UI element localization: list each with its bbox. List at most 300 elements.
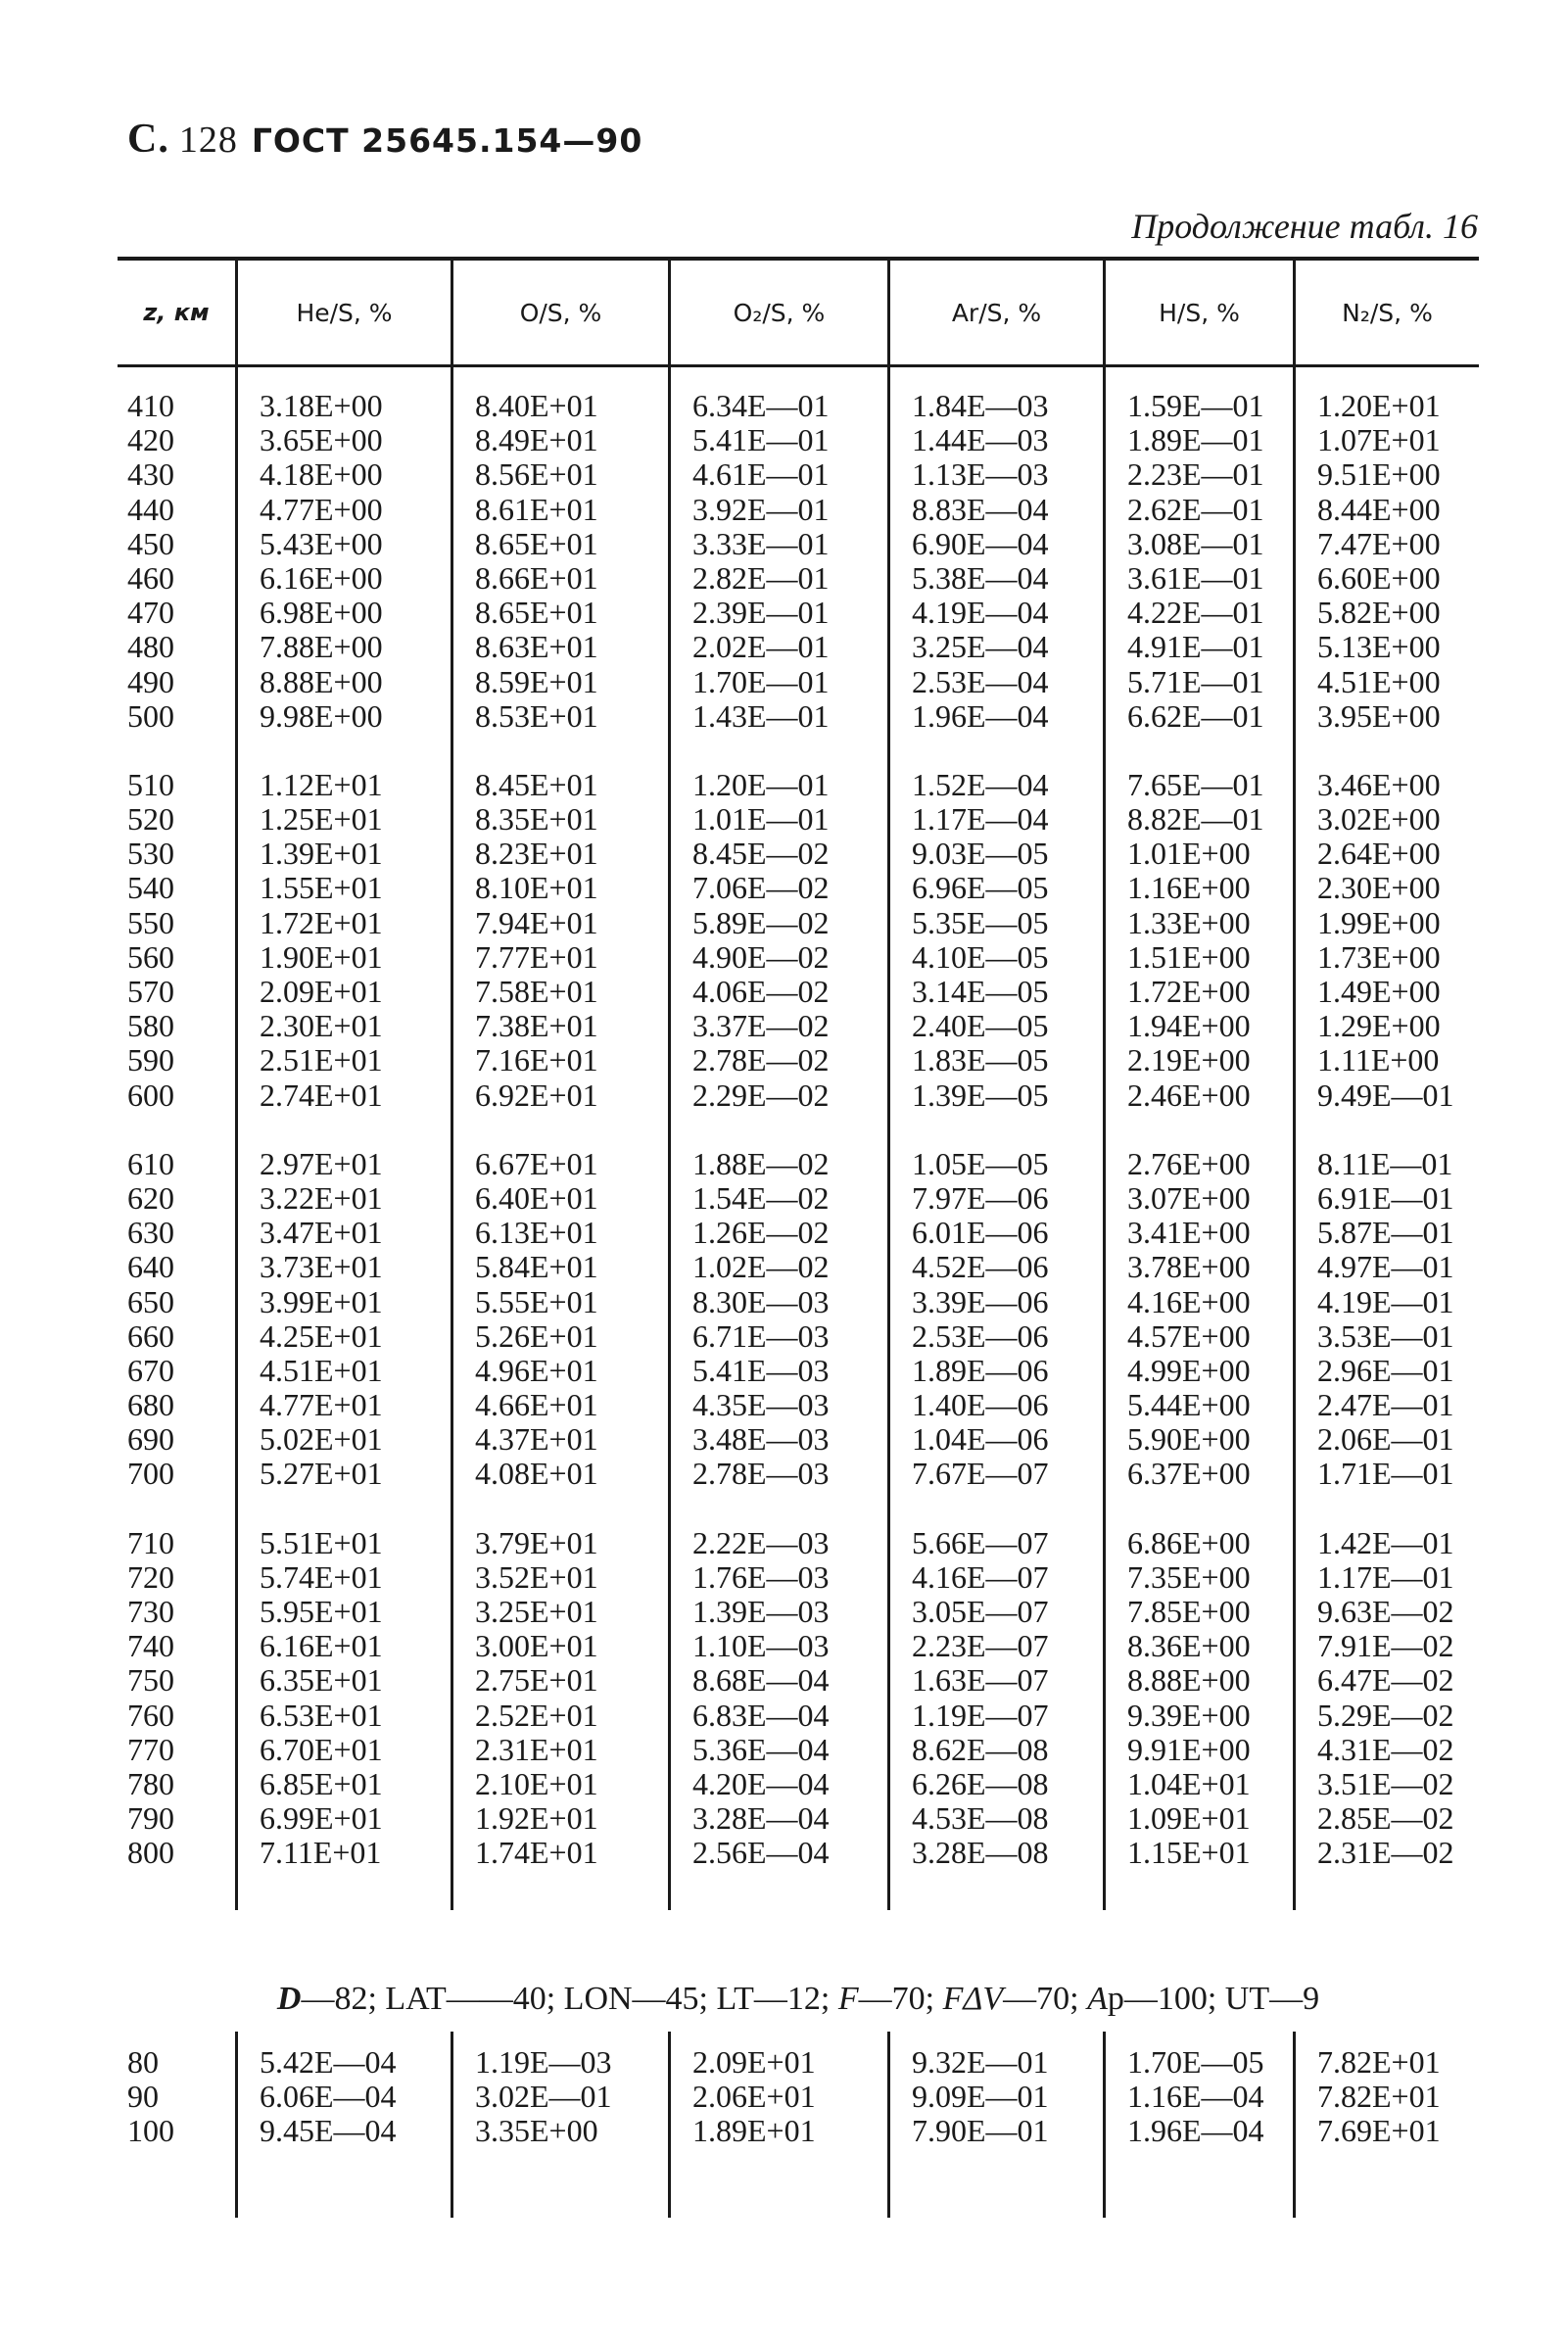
value-cell-o2: 1.76E—03 <box>692 1558 830 1595</box>
param-fav-value: —70; <box>1003 1981 1088 2017</box>
value-cell-n2: 1.11E+00 <box>1317 1042 1440 1078</box>
value-cell-h: 1.16E+00 <box>1127 870 1251 906</box>
param-fav-label: FΔV <box>942 1981 1004 2017</box>
block-spacer <box>671 1113 887 1147</box>
value-cell-he: 9.98E+00 <box>260 697 383 734</box>
value-cell-he: 5.02E+01 <box>260 1421 383 1458</box>
parameter-line <box>118 1981 1479 2018</box>
altitude-cell: 510 <box>127 766 174 802</box>
altitude-cell: 570 <box>127 974 174 1009</box>
value-cell-o: 8.49E+01 <box>475 422 598 458</box>
value-cell-o: 8.23E+01 <box>475 836 598 872</box>
page-number: 128 <box>178 120 238 161</box>
value-cell-h: 4.16E+00 <box>1127 1283 1251 1319</box>
value-cell-ar: 7.67E—07 <box>912 1456 1049 1492</box>
value-cell-o2: 3.92E—01 <box>692 491 830 527</box>
value-cell-n2: 3.51E—02 <box>1317 1765 1454 1801</box>
value-cell-n2: 1.07E+01 <box>1317 422 1441 458</box>
value-cell-n2: 1.99E+00 <box>1317 904 1441 940</box>
value-cell-o: 3.79E+01 <box>475 1524 598 1560</box>
value-cell-h: 4.22E—01 <box>1127 595 1264 631</box>
altitude-cell: 600 <box>127 1077 174 1113</box>
value-cell-n2: 5.82E+00 <box>1317 595 1441 631</box>
value-cell-ar: 3.25E—04 <box>912 629 1049 665</box>
value-cell-o2: 1.89E+01 <box>692 2113 816 2149</box>
value-cell-he: 2.51E+01 <box>260 1042 383 1078</box>
value-cell-o2: 3.28E—04 <box>692 1800 830 1837</box>
value-cell-n2: 9.49E—01 <box>1317 1077 1454 1113</box>
block-spacer <box>453 1113 668 1147</box>
value-cell-n2: 5.29E—02 <box>1317 1697 1454 1733</box>
value-cell-o: 8.35E+01 <box>475 801 598 838</box>
value-cell-o: 2.52E+01 <box>475 1697 598 1733</box>
value-cell-he: 9.45E—04 <box>260 2113 397 2149</box>
value-cell-o2: 1.43E—01 <box>692 697 830 734</box>
value-cell-o2: 3.33E—01 <box>692 525 830 561</box>
table-column-he <box>235 367 451 1910</box>
block-spacer <box>1106 734 1293 768</box>
value-cell-o: 1.19E—03 <box>475 2044 612 2080</box>
value-cell-h: 2.19E+00 <box>1127 1042 1251 1078</box>
value-cell-h: 1.89E—01 <box>1127 422 1264 458</box>
value-cell-he: 2.30E+01 <box>260 1008 383 1044</box>
value-cell-h: 8.82E—01 <box>1127 801 1264 838</box>
value-cell-o2: 2.29E—02 <box>692 1077 830 1113</box>
value-cell-o2: 5.36E—04 <box>692 1731 830 1767</box>
value-cell-n2: 8.44E+00 <box>1317 491 1441 527</box>
value-cell-ar: 9.03E—05 <box>912 836 1049 872</box>
value-cell-h: 6.62E—01 <box>1127 697 1264 734</box>
value-cell-he: 5.42E—04 <box>260 2044 397 2080</box>
value-cell-o: 2.10E+01 <box>475 1765 598 1801</box>
value-cell-o: 8.65E+01 <box>475 525 598 561</box>
value-cell-n2: 3.53E—01 <box>1317 1317 1454 1354</box>
altitude-cell: 490 <box>127 663 174 699</box>
value-cell-o: 7.77E+01 <box>475 938 598 975</box>
value-cell-o2: 1.88E—02 <box>692 1145 830 1181</box>
value-cell-ar: 2.40E—05 <box>912 1008 1049 1044</box>
sub-table-column-he <box>235 2032 451 2218</box>
altitude-cell: 640 <box>127 1249 174 1285</box>
value-cell-o: 8.59E+01 <box>475 663 598 699</box>
value-cell-n2: 7.47E+00 <box>1317 525 1441 561</box>
value-cell-o: 3.00E+01 <box>475 1628 598 1664</box>
value-cell-o: 6.67E+01 <box>475 1145 598 1181</box>
value-cell-o: 8.45E+01 <box>475 766 598 802</box>
column-header-o: O/S, % <box>451 261 668 364</box>
value-cell-o: 6.92E+01 <box>475 1077 598 1113</box>
value-cell-o2: 2.82E—01 <box>692 559 830 596</box>
value-cell-n2: 7.91E—02 <box>1317 1628 1454 1664</box>
block-spacer <box>1106 1492 1293 1526</box>
value-cell-he: 1.90E+01 <box>260 938 383 975</box>
altitude-cell: 480 <box>127 629 174 665</box>
value-cell-h: 1.70E—05 <box>1127 2044 1264 2080</box>
value-cell-ar: 9.32E—01 <box>912 2044 1049 2080</box>
value-cell-o2: 1.39E—03 <box>692 1594 830 1629</box>
altitude-cell: 430 <box>127 456 174 493</box>
value-cell-o2: 6.34E—01 <box>692 388 830 423</box>
value-cell-h: 3.78E+00 <box>1127 1249 1251 1285</box>
value-cell-o: 7.16E+01 <box>475 1042 598 1078</box>
altitude-cell: 740 <box>127 1628 174 1664</box>
value-cell-he: 6.70E+01 <box>260 1731 383 1767</box>
value-cell-o2: 2.02E—01 <box>692 629 830 665</box>
block-spacer <box>118 1492 235 1526</box>
page-prefix: С. <box>127 117 169 162</box>
value-cell-o2: 1.26E—02 <box>692 1215 830 1251</box>
value-cell-o2: 2.78E—03 <box>692 1456 830 1492</box>
param-lt: LT—12; <box>716 1981 838 2017</box>
value-cell-h: 6.37E+00 <box>1127 1456 1251 1492</box>
block-spacer <box>453 734 668 768</box>
value-cell-ar: 9.09E—01 <box>912 2079 1049 2115</box>
value-cell-ar: 1.40E—06 <box>912 1387 1049 1423</box>
altitude-cell: 770 <box>127 1731 174 1767</box>
value-cell-n2: 1.20E+01 <box>1317 388 1441 423</box>
param-f-value: —70; <box>858 1981 943 2017</box>
value-cell-he: 8.88E+00 <box>260 663 383 699</box>
value-cell-ar: 6.96E—05 <box>912 870 1049 906</box>
value-cell-he: 3.18E+00 <box>260 388 383 423</box>
value-cell-o: 7.38E+01 <box>475 1008 598 1044</box>
value-cell-n2: 2.30E+00 <box>1317 870 1441 906</box>
value-cell-h: 9.39E+00 <box>1127 1697 1251 1733</box>
block-spacer <box>118 734 235 768</box>
value-cell-n2: 5.87E—01 <box>1317 1215 1454 1251</box>
column-header-h: H/S, % <box>1103 261 1293 364</box>
value-cell-n2: 2.31E—02 <box>1317 1835 1454 1871</box>
value-cell-ar: 6.01E—06 <box>912 1215 1049 1251</box>
value-cell-h: 2.76E+00 <box>1127 1145 1251 1181</box>
value-cell-o2: 4.20E—04 <box>692 1765 830 1801</box>
value-cell-n2: 5.13E+00 <box>1317 629 1441 665</box>
sub-table-column-o2 <box>668 2032 887 2218</box>
altitude-cell: 420 <box>127 422 174 458</box>
value-cell-n2: 1.29E+00 <box>1317 1008 1441 1044</box>
block-spacer <box>671 734 887 768</box>
table-column-n2 <box>1293 367 1479 1910</box>
block-spacer <box>1296 1113 1479 1147</box>
value-cell-o2: 2.22E—03 <box>692 1524 830 1560</box>
value-cell-he: 1.39E+01 <box>260 836 383 872</box>
value-cell-he: 3.99E+01 <box>260 1283 383 1319</box>
value-cell-ar: 1.44E—03 <box>912 422 1049 458</box>
value-cell-o2: 5.41E—03 <box>692 1352 830 1388</box>
value-cell-h: 8.88E+00 <box>1127 1662 1251 1699</box>
column-header-altitude: z, км <box>143 299 210 326</box>
value-cell-he: 6.99E+01 <box>260 1800 383 1837</box>
value-cell-o: 8.61E+01 <box>475 491 598 527</box>
value-cell-he: 6.06E—04 <box>260 2079 397 2115</box>
table-column-o <box>451 367 668 1910</box>
altitude-cell: 790 <box>127 1800 174 1837</box>
value-cell-o2: 8.45E—02 <box>692 836 830 872</box>
column-header-o2: O₂/S, % <box>668 261 887 364</box>
value-cell-he: 6.85E+01 <box>260 1765 383 1801</box>
altitude-cell: 530 <box>127 836 174 872</box>
altitude-cell: 100 <box>127 2113 174 2149</box>
value-cell-o: 5.55E+01 <box>475 1283 598 1319</box>
value-cell-o2: 1.70E—01 <box>692 663 830 699</box>
value-cell-h: 1.33E+00 <box>1127 904 1251 940</box>
value-cell-he: 7.11E+01 <box>260 1835 382 1871</box>
param-lat: LAT——40; <box>385 1981 564 2017</box>
value-cell-ar: 5.35E—05 <box>912 904 1049 940</box>
altitude-cell: 710 <box>127 1524 174 1560</box>
value-cell-h: 1.59E—01 <box>1127 388 1264 423</box>
sub-table-column-altitude <box>118 2032 235 2218</box>
altitude-cell: 620 <box>127 1179 174 1216</box>
value-cell-o2: 1.20E—01 <box>692 766 830 802</box>
value-cell-n2: 6.60E+00 <box>1317 559 1441 596</box>
altitude-cell: 630 <box>127 1215 174 1251</box>
value-cell-ar: 5.66E—07 <box>912 1524 1049 1560</box>
column-header-he: He/S, % <box>235 261 451 364</box>
value-cell-ar: 3.14E—05 <box>912 974 1049 1009</box>
table-column-h <box>1103 367 1293 1910</box>
altitude-cell: 720 <box>127 1558 174 1595</box>
param-f-label: F <box>837 1981 859 2017</box>
block-spacer <box>890 1492 1103 1526</box>
value-cell-n2: 2.47E—01 <box>1317 1387 1454 1423</box>
value-cell-he: 6.98E+00 <box>260 595 383 631</box>
value-cell-ar: 7.90E—01 <box>912 2113 1049 2149</box>
value-cell-h: 1.51E+00 <box>1127 938 1251 975</box>
value-cell-o: 8.56E+01 <box>475 456 598 493</box>
altitude-cell: 590 <box>127 1042 174 1078</box>
value-cell-ar: 2.53E—04 <box>912 663 1049 699</box>
value-cell-n2: 3.46E+00 <box>1317 766 1441 802</box>
value-cell-h: 1.16E—04 <box>1127 2079 1264 2115</box>
value-cell-he: 4.77E+01 <box>260 1387 383 1423</box>
value-cell-he: 6.16E+01 <box>260 1628 383 1664</box>
altitude-cell: 690 <box>127 1421 174 1458</box>
value-cell-h: 1.96E—04 <box>1127 2113 1264 2149</box>
value-cell-ar: 8.62E—08 <box>912 1731 1049 1767</box>
value-cell-n2: 1.71E—01 <box>1317 1456 1454 1492</box>
value-cell-o: 8.53E+01 <box>475 697 598 734</box>
value-cell-o2: 4.90E—02 <box>692 938 830 975</box>
value-cell-h: 3.61E—01 <box>1127 559 1264 596</box>
table-column-o2 <box>668 367 887 1910</box>
altitude-cell: 560 <box>127 938 174 975</box>
value-cell-o2: 2.09E+01 <box>692 2044 816 2080</box>
value-cell-h: 2.62E—01 <box>1127 491 1264 527</box>
altitude-cell: 540 <box>127 870 174 906</box>
value-cell-ar: 2.53E—06 <box>912 1317 1049 1354</box>
value-cell-o: 8.10E+01 <box>475 870 598 906</box>
value-cell-o2: 4.61E—01 <box>692 456 830 493</box>
sub-table <box>118 2032 1479 2218</box>
value-cell-ar: 4.19E—04 <box>912 595 1049 631</box>
param-ap-label: A <box>1087 1981 1108 2017</box>
altitude-cell: 450 <box>127 525 174 561</box>
value-cell-h: 1.94E+00 <box>1127 1008 1251 1044</box>
value-cell-n2: 3.02E+00 <box>1317 801 1441 838</box>
value-cell-ar: 1.13E—03 <box>912 456 1049 493</box>
altitude-cell: 780 <box>127 1765 174 1801</box>
value-cell-ar: 1.39E—05 <box>912 1077 1049 1113</box>
value-cell-o2: 1.02E—02 <box>692 1249 830 1285</box>
block-spacer <box>890 734 1103 768</box>
value-cell-he: 2.09E+01 <box>260 974 383 1009</box>
value-cell-n2: 2.64E+00 <box>1317 836 1441 872</box>
value-cell-n2: 2.96E—01 <box>1317 1352 1454 1388</box>
continuation-note: Продолжение табл. 16 <box>1131 207 1478 246</box>
value-cell-he: 4.77E+00 <box>260 491 383 527</box>
param-ut: UT—9 <box>1224 1981 1320 2017</box>
altitude-cell: 500 <box>127 697 174 734</box>
value-cell-h: 1.09E+01 <box>1127 1800 1251 1837</box>
value-cell-h: 4.57E+00 <box>1127 1317 1251 1354</box>
value-cell-ar: 7.97E—06 <box>912 1179 1049 1216</box>
value-cell-ar: 1.84E—03 <box>912 388 1049 423</box>
value-cell-o2: 2.78E—02 <box>692 1042 830 1078</box>
value-cell-n2: 1.49E+00 <box>1317 974 1441 1009</box>
block-spacer <box>1296 1492 1479 1526</box>
value-cell-n2: 6.47E—02 <box>1317 1662 1454 1699</box>
column-header-ar: Ar/S, % <box>887 261 1103 364</box>
value-cell-h: 2.46E+00 <box>1127 1077 1251 1113</box>
block-spacer <box>671 1492 887 1526</box>
value-cell-n2: 2.85E—02 <box>1317 1800 1454 1837</box>
value-cell-h: 1.04E+01 <box>1127 1765 1251 1801</box>
value-cell-h: 7.65E—01 <box>1127 766 1264 802</box>
altitude-cell: 580 <box>127 1008 174 1044</box>
value-cell-h: 7.85E+00 <box>1127 1594 1251 1629</box>
standard-designation: ГОСТ 25645.154—90 <box>251 121 643 160</box>
block-spacer <box>238 1113 451 1147</box>
value-cell-n2: 4.97E—01 <box>1317 1249 1454 1285</box>
param-d-value: —82; <box>301 1981 386 2017</box>
value-cell-ar: 2.23E—07 <box>912 1628 1049 1664</box>
value-cell-he: 4.51E+01 <box>260 1352 383 1388</box>
value-cell-n2: 9.63E—02 <box>1317 1594 1454 1629</box>
value-cell-o2: 8.68E—04 <box>692 1662 830 1699</box>
value-cell-he: 3.47E+01 <box>260 1215 383 1251</box>
value-cell-h: 1.72E+00 <box>1127 974 1251 1009</box>
param-lon: LON—45; <box>563 1981 717 2017</box>
value-cell-h: 4.91E—01 <box>1127 629 1264 665</box>
table-column-altitude <box>118 367 235 1910</box>
value-cell-o2: 3.48E—03 <box>692 1421 830 1458</box>
sub-table-column-ar <box>887 2032 1103 2218</box>
altitude-cell: 670 <box>127 1352 174 1388</box>
value-cell-o: 3.35E+00 <box>475 2113 598 2149</box>
value-cell-n2: 3.95E+00 <box>1317 697 1441 734</box>
value-cell-ar: 1.89E—06 <box>912 1352 1049 1388</box>
value-cell-o2: 2.56E—04 <box>692 1835 830 1871</box>
value-cell-o2: 2.39E—01 <box>692 595 830 631</box>
block-spacer <box>238 734 451 768</box>
value-cell-h: 5.90E+00 <box>1127 1421 1251 1458</box>
value-cell-he: 1.55E+01 <box>260 870 383 906</box>
value-cell-he: 5.74E+01 <box>260 1558 383 1595</box>
value-cell-o2: 2.06E+01 <box>692 2079 816 2115</box>
altitude-cell: 680 <box>127 1387 174 1423</box>
altitude-cell: 660 <box>127 1317 174 1354</box>
value-cell-o2: 8.30E—03 <box>692 1283 830 1319</box>
value-cell-o2: 1.10E—03 <box>692 1628 830 1664</box>
value-cell-he: 5.43E+00 <box>260 525 383 561</box>
value-cell-o: 3.25E+01 <box>475 1594 598 1629</box>
value-cell-o: 3.02E—01 <box>475 2079 612 2115</box>
value-cell-o: 1.74E+01 <box>475 1835 598 1871</box>
value-cell-o: 8.65E+01 <box>475 595 598 631</box>
value-cell-o: 4.08E+01 <box>475 1456 598 1492</box>
altitude-cell: 650 <box>127 1283 174 1319</box>
value-cell-h: 3.07E+00 <box>1127 1179 1251 1216</box>
value-cell-h: 3.08E—01 <box>1127 525 1264 561</box>
value-cell-he: 2.97E+01 <box>260 1145 383 1181</box>
value-cell-h: 1.01E+00 <box>1127 836 1251 872</box>
value-cell-he: 3.65E+00 <box>260 422 383 458</box>
value-cell-n2: 4.19E—01 <box>1317 1283 1454 1319</box>
value-cell-o: 5.26E+01 <box>475 1317 598 1354</box>
value-cell-o: 8.66E+01 <box>475 559 598 596</box>
value-cell-o: 7.58E+01 <box>475 974 598 1009</box>
altitude-cell: 750 <box>127 1662 174 1699</box>
value-cell-o: 6.40E+01 <box>475 1179 598 1216</box>
value-cell-n2: 4.31E—02 <box>1317 1731 1454 1767</box>
param-ap-value: p—100; <box>1107 1981 1225 2017</box>
altitude-cell: 730 <box>127 1594 174 1629</box>
value-cell-o: 2.31E+01 <box>475 1731 598 1767</box>
value-cell-ar: 1.52E—04 <box>912 766 1049 802</box>
value-cell-n2: 8.11E—01 <box>1317 1145 1453 1181</box>
param-d-label: D <box>276 1981 302 2017</box>
altitude-cell: 520 <box>127 801 174 838</box>
value-cell-o2: 6.71E—03 <box>692 1317 830 1354</box>
value-cell-ar: 1.05E—05 <box>912 1145 1049 1181</box>
value-cell-o2: 6.83E—04 <box>692 1697 830 1733</box>
value-cell-he: 5.51E+01 <box>260 1524 383 1560</box>
table-column-ar <box>887 367 1103 1910</box>
value-cell-o: 1.92E+01 <box>475 1800 598 1837</box>
value-cell-ar: 6.90E—04 <box>912 525 1049 561</box>
value-cell-n2: 4.51E+00 <box>1317 663 1441 699</box>
value-cell-ar: 4.53E—08 <box>912 1800 1049 1837</box>
value-cell-o2: 4.35E—03 <box>692 1387 830 1423</box>
value-cell-n2: 2.06E—01 <box>1317 1421 1454 1458</box>
value-cell-ar: 4.16E—07 <box>912 1558 1049 1595</box>
value-cell-n2: 1.42E—01 <box>1317 1524 1454 1560</box>
value-cell-he: 3.73E+01 <box>260 1249 383 1285</box>
altitude-cell: 410 <box>127 388 174 423</box>
value-cell-he: 4.25E+01 <box>260 1317 383 1354</box>
value-cell-o2: 1.01E—01 <box>692 801 830 838</box>
column-header-n2: N₂/S, % <box>1293 261 1479 364</box>
altitude-cell: 460 <box>127 559 174 596</box>
value-cell-o2: 4.06E—02 <box>692 974 830 1009</box>
altitude-cell: 700 <box>127 1456 174 1492</box>
value-cell-o2: 3.37E—02 <box>692 1008 830 1044</box>
value-cell-o: 6.13E+01 <box>475 1215 598 1251</box>
value-cell-n2: 1.17E—01 <box>1317 1558 1454 1595</box>
value-cell-he: 4.18E+00 <box>260 456 383 493</box>
block-spacer <box>1106 1113 1293 1147</box>
value-cell-ar: 3.28E—08 <box>912 1835 1049 1871</box>
value-cell-ar: 1.04E—06 <box>912 1421 1049 1458</box>
value-cell-he: 2.74E+01 <box>260 1077 383 1113</box>
value-cell-o: 8.40E+01 <box>475 388 598 423</box>
value-cell-h: 3.41E+00 <box>1127 1215 1251 1251</box>
value-cell-he: 5.95E+01 <box>260 1594 383 1629</box>
value-cell-ar: 5.38E—04 <box>912 559 1049 596</box>
value-cell-o: 7.94E+01 <box>475 904 598 940</box>
altitude-cell: 80 <box>127 2044 159 2080</box>
